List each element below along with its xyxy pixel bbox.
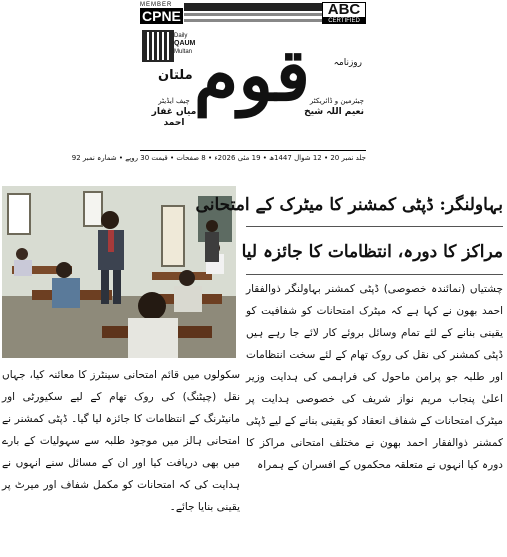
chief-role: چیف ایڈیٹر	[158, 97, 190, 105]
abc-badge	[322, 2, 366, 24]
masthead-rule	[184, 3, 322, 11]
abc-certified-label: CERTIFIED	[322, 18, 366, 24]
headline-line-1: بہاولنگر: ڈپٹی کمشنر کا میٹرک کے امتحانی	[195, 195, 503, 215]
multan-en-label: Multan	[174, 49, 193, 55]
qaum-en-label: QAUM	[174, 40, 196, 47]
editor-role: چیئرمین و ڈائریکٹر	[309, 97, 364, 105]
window	[8, 194, 30, 234]
city-label: ملتان	[158, 68, 193, 83]
student	[56, 262, 72, 278]
chief-editor-credit	[144, 96, 204, 129]
official	[101, 211, 119, 229]
headline-divider	[246, 274, 503, 275]
member-label: MEMBER	[140, 2, 173, 8]
student	[16, 248, 28, 260]
english-nameplate	[174, 32, 195, 56]
student	[52, 278, 80, 308]
student	[138, 292, 166, 320]
cpne-label: CPNE	[142, 8, 181, 24]
student	[14, 260, 32, 276]
roznama-label: روزنامہ	[333, 58, 362, 68]
chief-name: میاں غفار احمد	[151, 107, 197, 128]
headline-divider	[246, 226, 503, 227]
dateline: جلد نمبر 20 • 12 شوال 1447ھ • 19 مئی 2026ء • 8 صفحات • قیمت 30 روپے • شمارہ نمبر 92	[140, 150, 366, 165]
official	[108, 230, 114, 252]
student	[174, 286, 202, 312]
abc-label: ABC	[322, 2, 366, 18]
qr-code-icon	[142, 30, 174, 62]
article-paragraph: چشتیاں (نمائندہ خصوصی) ڈپٹی کمشنر بہاولنگر ذوالفقار احمد بھون نے کہا ہے کہ میٹرک امتحانات کو شفافیت کو یقینی بنانے کے لئے تمام وسائل بروئے کار لائے جا رہے ہیں ڈپٹی کمشنر کی نقل کی روک تھام کے لئے سخت انتظامات اور طلبہ جو پرامن ماحول کی فراہمی کی ہدایت وزیر اعلیٰ پنجاب مریم نواز شریف کی خصوصی ہدایت پر میٹرک امتحانات کے شفاف انعقاد کو یقینی بنانے کے لیے ڈپٹی کمشنر ذوالفقار احمد بھون نے مختلف امتحانی مراکز کا دورہ کیا انہوں نے متعلقہ محکموں کے افسران کے ہمراہ	[246, 283, 503, 471]
official	[101, 270, 109, 304]
article-paragraph: سکولوں میں قائم امتحانی سینٹرز کا معائنہ کیا، جہاں نقل (چیٹنگ) کی روک تھام کے لیے سکیورٹی اور مانیٹرنگ کے انتظامات کا جائزہ لیا گیا۔ ڈپٹی کمشنر نے امتحانی ہالز میں موجود طلبہ سے سہولیات کے بارے میں بھی دریافت کیا اور ان کے مسائل سنے انہوں نے ہدایت کی کہ امتحانات کو مکمل شفاف اور میرٹ پر یقینی بنایا جائے۔	[2, 369, 240, 513]
attendee	[205, 232, 219, 262]
student	[128, 318, 178, 358]
cpne-badge	[140, 2, 180, 26]
student	[179, 270, 195, 286]
headline-line-2: مراکز کا دورہ، انتظامات کا جائزہ لیا	[241, 242, 503, 262]
doorway	[162, 206, 184, 266]
daily-label: Daily	[174, 33, 188, 39]
window	[84, 192, 102, 226]
article-body-right-column	[246, 278, 503, 554]
article-body-left-column	[2, 364, 240, 554]
masthead	[71, 0, 366, 170]
newspaper-title: قوم	[193, 32, 310, 117]
chairman-credit	[304, 96, 364, 118]
official	[113, 270, 121, 304]
editor-name: نعیم اللہ شیخ	[304, 107, 364, 117]
masthead-rule	[184, 13, 322, 16]
